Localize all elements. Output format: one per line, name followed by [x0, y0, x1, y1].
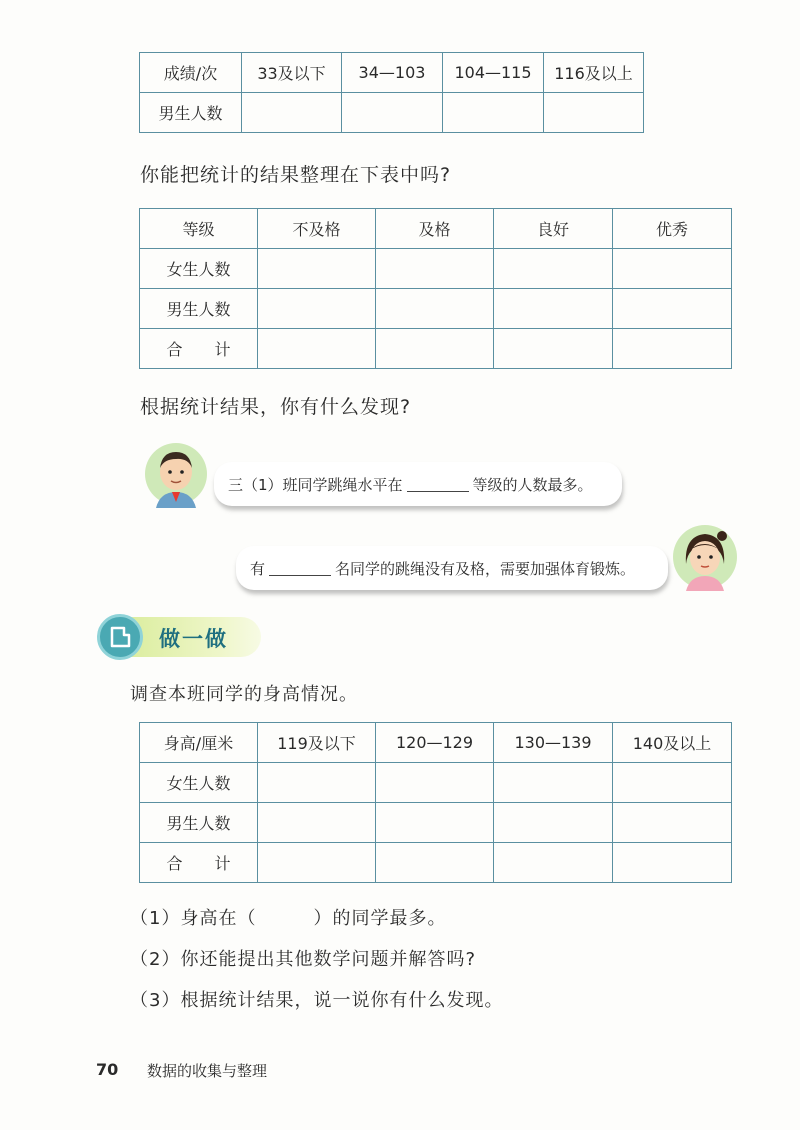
- page-number: 70: [96, 1060, 119, 1079]
- header-cell: 不及格: [258, 209, 376, 249]
- empty-cell: [443, 93, 544, 133]
- answer-blank: [407, 477, 469, 492]
- header-cell: 119及以下: [258, 723, 376, 763]
- header-cell: 130—139: [494, 723, 613, 763]
- table-row: [140, 803, 732, 843]
- table-row: [140, 289, 732, 329]
- header-cell: 140及以上: [613, 723, 732, 763]
- girl-speech-bubble: 有 名同学的跳绳没有及格，需要加强体育锻炼。: [236, 546, 668, 590]
- table-row: [140, 53, 644, 93]
- question-item: （3）根据统计结果，说一说你有什么发现。: [130, 990, 504, 1011]
- girl-avatar-icon: [672, 524, 738, 592]
- question-item: （2）你还能提出其他数学问题并解答吗?: [130, 949, 477, 970]
- activity-icon: [97, 614, 143, 660]
- row-label: 女生人数: [140, 249, 258, 289]
- table-row: [140, 209, 732, 249]
- grade-table: [139, 208, 732, 369]
- boy-speech-bubble: 三（1）班同学跳绳水平在 等级的人数最多。: [214, 462, 622, 506]
- header-cell: 34—103: [342, 53, 443, 93]
- table-row: [140, 249, 732, 289]
- answer-blank: [269, 561, 331, 576]
- header-cell: 良好: [494, 209, 613, 249]
- table-row: [140, 329, 732, 369]
- header-cell: 104—115: [443, 53, 544, 93]
- empty-cell: [544, 93, 644, 133]
- row-label: 女生人数: [140, 763, 258, 803]
- chapter-title: 数据的收集与整理: [147, 1062, 268, 1080]
- row-label: 合 计: [140, 329, 258, 369]
- header-cell: 120—129: [376, 723, 494, 763]
- row-label: 男生人数: [140, 93, 242, 133]
- question-organize: 你能把统计的结果整理在下表中吗?: [140, 164, 452, 186]
- row-label: 男生人数: [140, 289, 258, 329]
- section-header: [97, 614, 261, 662]
- table-row: [140, 93, 644, 133]
- table-row: [140, 723, 732, 763]
- header-cell: 及格: [376, 209, 494, 249]
- header-cell: 成绩/次: [140, 53, 242, 93]
- header-cell: 优秀: [613, 209, 732, 249]
- question-item: （1）身高在（ ）的同学最多。: [130, 908, 447, 929]
- table-row: [140, 843, 732, 883]
- score-table-partial: [139, 52, 644, 133]
- row-label: 男生人数: [140, 803, 258, 843]
- empty-cell: [342, 93, 443, 133]
- row-label: 合 计: [140, 843, 258, 883]
- question-discovery: 根据统计结果，你有什么发现?: [140, 396, 412, 418]
- header-cell: 33及以下: [242, 53, 342, 93]
- header-cell: 116及以上: [544, 53, 644, 93]
- header-cell: 等级: [140, 209, 258, 249]
- task-text: 调查本班同学的身高情况。: [130, 684, 358, 705]
- section-title: 做一做: [159, 627, 228, 651]
- height-table: [139, 722, 732, 883]
- boy-avatar-icon: [144, 442, 208, 510]
- header-cell: 身高/厘米: [140, 723, 258, 763]
- empty-cell: [242, 93, 342, 133]
- table-row: [140, 763, 732, 803]
